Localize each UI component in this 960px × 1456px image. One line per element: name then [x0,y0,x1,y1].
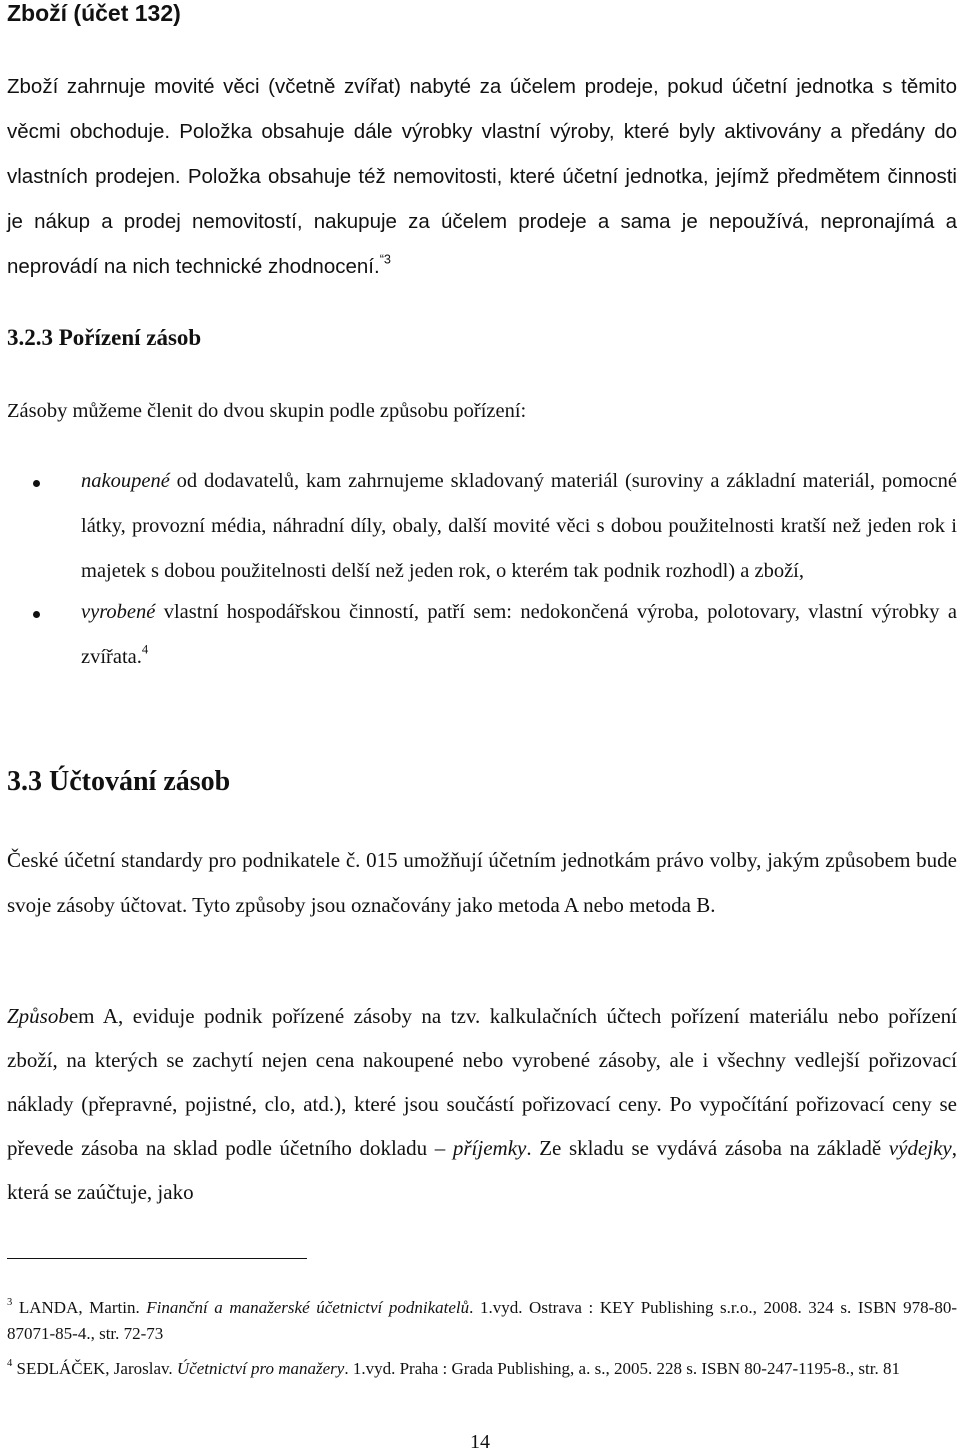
page-number: 14 [470,1431,490,1453]
footnote-separator [7,1258,307,1259]
bullet-icon [33,480,40,487]
footnote-details: . 1.vyd. Praha : Grada Publishing, a. s., 2005. 228 s. ISBN 80-247-1195-8., str. 81 [344,1359,900,1378]
list-item-term: vyrobené [81,601,156,623]
paragraph-zpusob-a-em: Způsob [7,1004,69,1028]
section-heading-3-3: 3.3 Účtování zásob [7,766,231,797]
paragraph-zpusob-a-text: em A, eviduje podnik pořízené zásoby na tzv. kalkulačních účtech pořízení materiálu nebo pořízení zboží, na kterých se zachytí nejen cena nakoupené nebo vyrobené zásoby, ale i všechny vedlejší pořizovací náklady (přepravné, pojistné, clo, atd.), které jsou součástí pořizovací ceny. Po vypočítání pořizovací ceny se převede zásoba na sklad podle účetního dokladu – [7,1004,957,1160]
footnote-number: 4 [7,1358,13,1370]
list-item-term: nakoupené [81,470,170,492]
term-vydejky: výdejky [888,1136,952,1160]
section-heading-3-2-3: 3.2.3 Pořízení zásob [7,325,202,350]
term-prijemky: příjemky [452,1136,527,1160]
footnote-ref-4[interactable]: 4 [141,642,149,657]
paragraph-zbozi [7,64,957,289]
paragraph-zbozi-text: Zboží zahrnuje movité věci (včetně zvířat) nabyté za účelem prodeje, pokud účetní jednotka s těmito věcmi obchoduje. Položka obsahuje dále výrobky vlastní výroby, které byly aktivovány a předány do vlastních prodejen. Položka obsahuje též nemovitosti, které účetní jednotka, jejímž předmětem činnosti je nákup a prodej nemovitostí, nakupuje za účelem prodeje a sama je nepoužívá, nepronajímá a neprovádí na nich technické zhodnocení. [7,75,957,278]
footnote-3 [7,1295,957,1347]
paragraph-zasoby-intro: Zásoby můžeme členit do dvou skupin podle způsobu pořízení: [7,400,527,422]
footnote-ref-3[interactable]: “3 [379,251,391,267]
footnote-title: Finanční a manažerské účetnictví podnikatelů [146,1298,470,1317]
list-item [0,459,957,594]
paragraph-zpusob-a [7,994,957,1214]
paragraph-zpusob-a-text: . Ze skladu se vydává zásoba na základě [526,1136,889,1160]
footnote-4 [7,1356,957,1382]
footnote-details: . 1.vyd. Ostrava : KEY Publishing s.r.o., 2008. 324 s. ISBN 978-80-87071-85-4., str. 72-73 [7,1298,957,1343]
section-heading-zbozi: Zboží (účet 132) [7,0,181,26]
paragraph-zpusob-a-text: , která se zaúčtuje, jako [7,1136,957,1204]
footnote-title: Účetnictví pro manažery [176,1359,345,1378]
list-item [0,590,957,680]
footnote-author: LANDA, Martin. [12,1298,147,1317]
paragraph-ucetni-standardy: České účetní standardy pro podnikatele č. 015 umožňují účetním jednotkám právo volby, jakým způsobem bude svoje zásoby účtovat. Tyto způsoby jsou označovány jako metoda A nebo metoda B. [7,848,957,917]
footnote-number: 3 [7,1297,13,1309]
footnote-author: SEDLÁČEK, Jaroslav. [12,1359,177,1378]
acquisition-list [0,459,957,680]
list-item-text: vlastní hospodářskou činností, patří sem: nedokončená výroba, polotovary, vlastní výrobky a zvířata. [81,601,957,668]
bullet-icon [33,611,40,618]
list-item-text: od dodavatelů, kam zahrnujeme skladovaný materiál (suroviny a základní materiál, pomocné látky, provozní média, náhradní díly, obaly, další movité věci s dobou použitelnosti kratší než jeden rok i majetek s dobou použitelnosti delší než jeden rok, o kterém tak podnik rozhodl) a zboží, [81,470,957,582]
